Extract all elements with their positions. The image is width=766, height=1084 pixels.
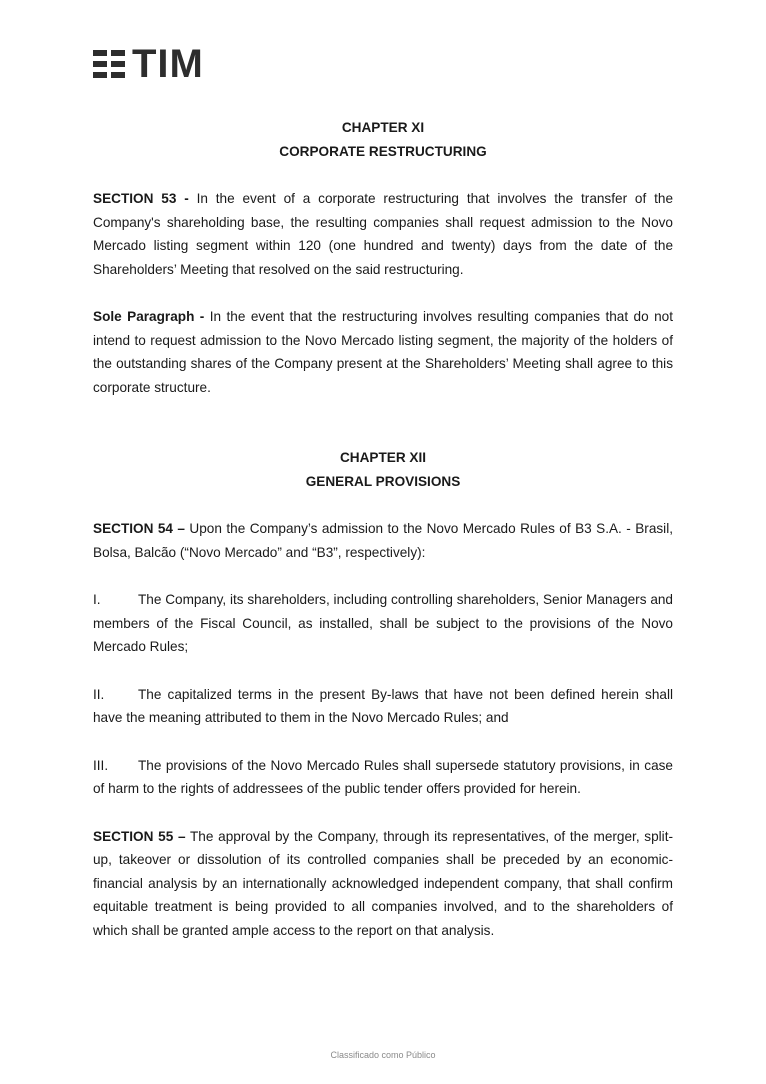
tim-logo-icon — [93, 50, 125, 78]
tim-logo — [93, 44, 204, 84]
section-54-label: SECTION 54 – — [93, 521, 185, 536]
chapter-xi-title: CHAPTER XI — [341, 120, 425, 135]
chapter-xi-subtitle: CORPORATE RESTRUCTURING — [279, 143, 487, 159]
tim-logo-text: TIM — [132, 42, 204, 86]
section-53 — [93, 187, 673, 281]
section-53-text: In the event of a corporate restructuring that involves the transfer of the Company's shareholding base, the resulting companies shall request admission to the Novo Mercado listing segment within 120 (one hundred and twenty) days from the date of the Shareholders’ Meeting that resolved on the said restructuring. — [93, 191, 674, 277]
list-item-text: The provisions of the Novo Mercado Rules shall supersede statutory provisions, in case of harm to the rights of addressees of the public tender offers provided for herein. — [93, 757, 673, 796]
list-item-text: The Company, its shareholders, including controlling shareholders, Senior Managers and members of the Fiscal Council, as installed, shall be subject to the provisions of the Novo Mercado Rules; — [93, 592, 673, 654]
section-54 — [93, 517, 673, 564]
section-55 — [93, 825, 673, 943]
list-item — [93, 754, 673, 801]
list-item — [93, 683, 673, 730]
list-item-number: II. — [93, 686, 105, 702]
sole-paragraph — [93, 305, 673, 399]
section-53-label: SECTION 53 - — [93, 191, 189, 206]
document-body — [93, 116, 673, 942]
chapter-xii-subtitle: GENERAL PROVISIONS — [305, 473, 461, 489]
section-55-label: SECTION 55 – — [93, 828, 186, 844]
sole-paragraph-text: In the event that the restructuring involves resulting companies that do not intend to request admission to the Novo Mercado listing segment, the majority of the holders of the outstanding shares of the Company present at the Shareholders’ Meeting shall agree to this corporate structure. — [93, 309, 673, 395]
list-item-number: III. — [93, 757, 109, 773]
sole-paragraph-label: Sole Paragraph - — [93, 309, 205, 324]
list-item-number: I. — [93, 592, 101, 607]
section-54-text: Upon the Company’s admission to the Novo Mercado Rules of B3 S.A. - Brasil, Bolsa, Balcão (“Novo Mercado” and “B3”, respectively): — [93, 521, 674, 560]
classification-footer: Classificado como Público — [330, 1050, 436, 1060]
list-item-text: The capitalized terms in the present By-laws that have not been defined herein shall have the meaning attributed to them in the Novo Mercado Rules; and — [93, 686, 673, 725]
list-item — [93, 588, 673, 659]
chapter-xii-title: CHAPTER XII — [339, 450, 427, 465]
section-55-text: The approval by the Company, through its representatives, of the merger, split-up, takeover or dissolution of its controlled companies shall be preceded by an economic-financial analysis by an internationally acknowledged independent company, that shall confirm equitable treatment is being provided to all companies involved, and to the shareholders of which shall be granted ample access to the report on that analysis. — [93, 828, 674, 938]
